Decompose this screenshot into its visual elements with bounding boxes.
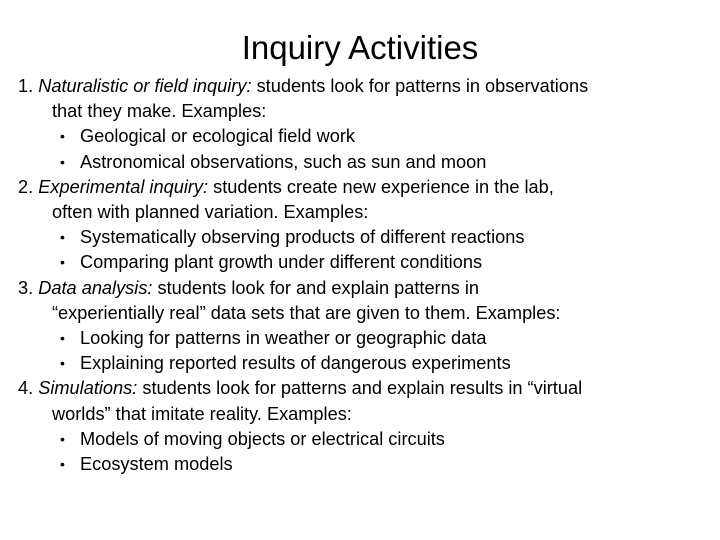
item-number: 2. xyxy=(18,176,34,197)
item-text: students look for patterns and explain results in “virtual xyxy=(137,378,583,399)
item-number: 1. xyxy=(18,76,34,96)
item-text-continued: often with planned variation. Examples: xyxy=(52,202,369,223)
slide-content xyxy=(18,74,708,477)
list-item-3 xyxy=(18,276,708,377)
item-text-continued: worlds” that imitate reality. Examples: xyxy=(52,403,352,424)
item-number: 3. xyxy=(18,277,34,298)
item-text-continued: that they make. Examples: xyxy=(52,101,267,122)
item-text: students look for and explain patterns in xyxy=(152,277,480,298)
item-text-continued: “experientially real” data sets that are given to them. Examples: xyxy=(52,302,561,323)
bullet-list xyxy=(18,225,708,275)
slide-title: Inquiry Activities xyxy=(241,29,479,66)
bullet-icon: • xyxy=(60,355,65,372)
bullet-icon: • xyxy=(60,128,65,145)
bullet-item: • Models of moving objects or electrical circuits xyxy=(18,427,708,452)
list-item-4 xyxy=(18,376,708,477)
bullet-list xyxy=(18,427,708,477)
item-term: Data analysis: xyxy=(38,277,153,298)
bullet-item: • Ecosystem models xyxy=(18,452,708,477)
item-term: Naturalistic or field inquiry: xyxy=(38,76,252,96)
bullet-icon: • xyxy=(60,430,65,447)
bullet-list xyxy=(18,124,708,174)
bullet-item: • Explaining reported results of dangerous experiments xyxy=(18,351,708,376)
bullet-item: • Geological or ecological field work xyxy=(18,124,708,149)
item-term: Simulations: xyxy=(38,378,138,399)
item-number: 4. xyxy=(18,378,34,399)
list-item-1 xyxy=(18,74,708,175)
item-term: Experimental inquiry: xyxy=(38,176,209,197)
bullet-item: • Comparing plant growth under different conditions xyxy=(18,250,708,275)
bullet-item: • Looking for patterns in weather or geographic data xyxy=(18,326,708,351)
bullet-icon: • xyxy=(60,330,65,347)
bullet-item: • Systematically observing products of different reactions xyxy=(18,225,708,250)
bullet-icon: • xyxy=(60,229,65,246)
item-text: students create new experience in the lab, xyxy=(208,176,554,197)
bullet-list xyxy=(18,326,708,376)
bullet-item: • Astronomical observations, such as sun and moon xyxy=(18,150,708,175)
list-item-2 xyxy=(18,175,708,276)
bullet-icon: • xyxy=(60,254,65,271)
item-text: students look for patterns in observations xyxy=(251,76,589,96)
bullet-icon: • xyxy=(60,153,65,170)
bullet-icon: • xyxy=(60,456,65,473)
